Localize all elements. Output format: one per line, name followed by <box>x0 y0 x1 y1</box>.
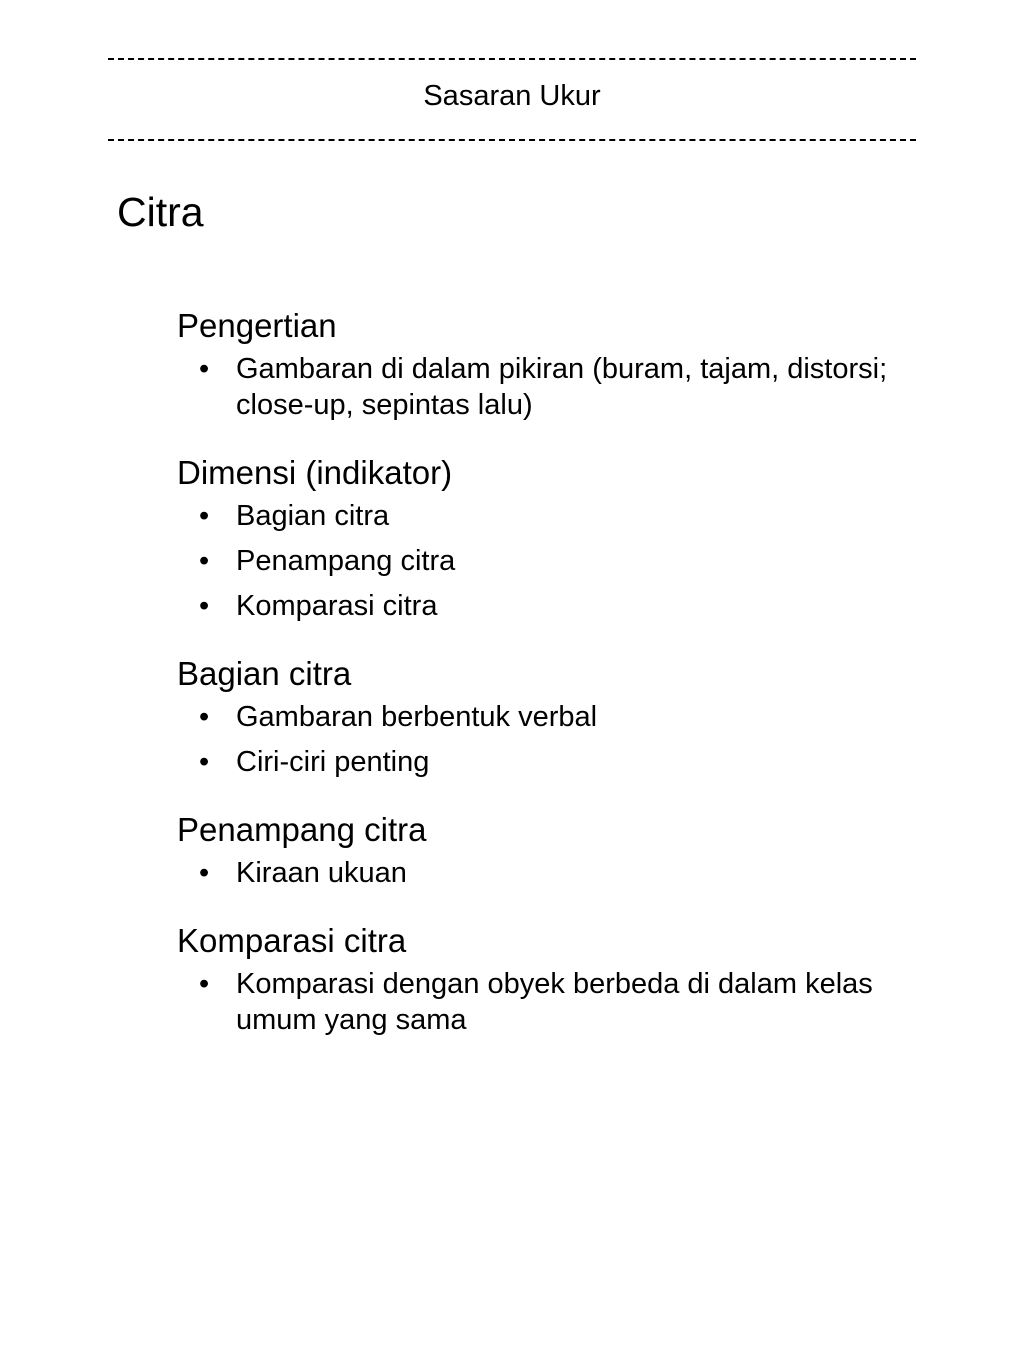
content-sections <box>177 306 907 1068</box>
list-item <box>177 966 907 1038</box>
section-heading: Komparasi citra <box>177 922 407 959</box>
section-penampang-citra <box>177 810 907 891</box>
list-item <box>177 498 907 534</box>
bullet-list <box>177 498 907 624</box>
page-title: Citra <box>117 189 204 235</box>
section-heading: Pengertian <box>177 307 337 344</box>
section-heading: Dimensi (indikator) <box>177 454 453 491</box>
bullet-list <box>177 855 907 891</box>
bullet-list <box>177 699 907 780</box>
header-title: Sasaran Ukur <box>423 80 601 112</box>
list-item <box>177 744 907 780</box>
section-komparasi-citra <box>177 921 907 1038</box>
bullet-icon: • <box>199 545 210 577</box>
list-item-text: Bagian citra <box>236 500 390 532</box>
bullet-icon: • <box>199 701 210 733</box>
list-item <box>177 855 907 891</box>
list-item <box>177 588 907 624</box>
section-dimensi <box>177 453 907 624</box>
section-pengertian <box>177 306 907 423</box>
list-item-text: Ciri-ciri penting <box>236 746 430 778</box>
list-item-text: Gambaran berbentuk verbal <box>236 701 598 733</box>
bullet-icon: • <box>199 968 210 1000</box>
bullet-icon: • <box>199 746 210 778</box>
bullet-list <box>177 966 907 1038</box>
bullet-icon: • <box>199 500 210 532</box>
header-divider-bottom <box>108 139 916 141</box>
list-item <box>177 543 907 579</box>
section-heading: Bagian citra <box>177 655 352 692</box>
bullet-icon: • <box>199 590 210 622</box>
list-item-text: Penampang citra <box>236 545 456 577</box>
list-item <box>177 351 907 423</box>
list-item-text: Komparasi citra <box>236 590 438 622</box>
list-item-text: Kiraan ukuan <box>236 857 407 889</box>
bullet-icon: • <box>199 353 210 385</box>
list-item <box>177 699 907 735</box>
header-divider-top <box>108 58 916 60</box>
list-item-text: Komparasi dengan obyek berbeda di dalam kelas umum yang sama <box>236 968 873 1036</box>
list-item-text: Gambaran di dalam pikiran (buram, tajam, distorsi; close-up, sepintas lalu) <box>236 353 888 421</box>
bullet-icon: • <box>199 857 210 889</box>
bullet-list <box>177 351 907 423</box>
section-bagian-citra <box>177 654 907 780</box>
section-heading: Penampang citra <box>177 811 427 848</box>
